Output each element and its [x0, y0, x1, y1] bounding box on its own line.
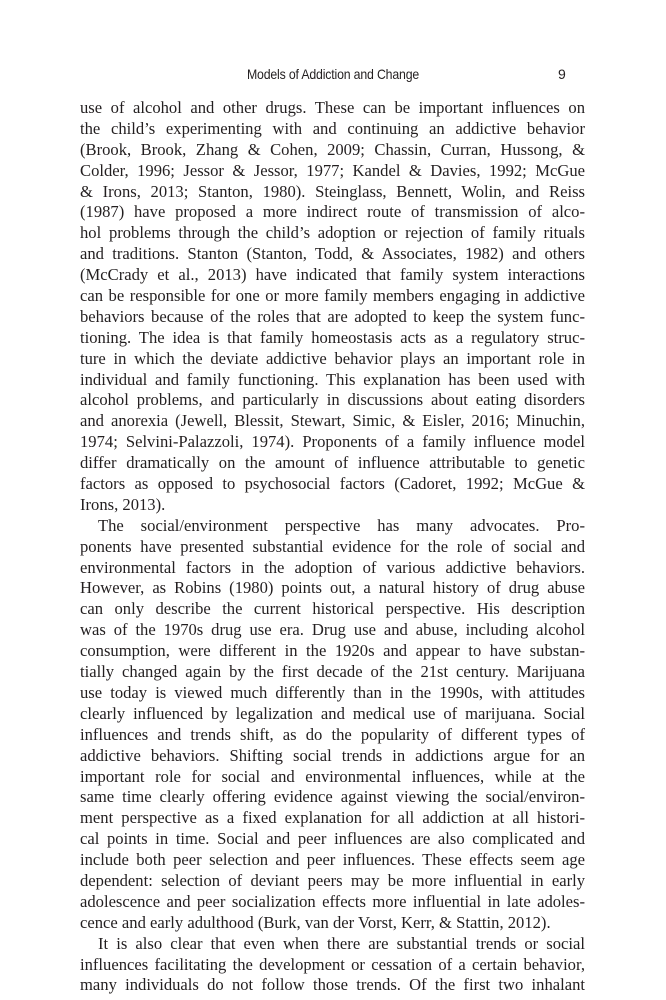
body-line: individual and family functioning. This explanation has been used with [80, 369, 585, 389]
body-line: behaviors because of the roles that are adopted to keep the system func- [80, 306, 585, 326]
body-line: dependent: selection of deviant peers may be more influential in early [80, 870, 585, 890]
body-line: hol problems through the child’s adoption or rejection of family rituals [80, 223, 585, 243]
body-line: use today is viewed much differently than in the 1990s, with attitudes [80, 682, 585, 702]
body-line: clearly influenced by legalization and medical use of marijuana. Social [80, 703, 585, 723]
body-line: alcohol problems, and particularly in discussions about eating disorders [80, 390, 585, 410]
body-line: The social/environment perspective has many advocates. Pro- [98, 515, 585, 535]
body-line: and traditions. Stanton (Stanton, Todd, & Associates, 1982) and others [80, 244, 585, 264]
running-header [0, 64, 666, 86]
body-line: ture in which the deviate addictive behavior plays an important role in [80, 348, 585, 368]
body-line: 1974; Selvini-Palazzoli, 1974). Proponents of a family influence model [80, 432, 585, 452]
body-line: factors as opposed to psychosocial factors (Cadoret, 1992; McGue & [80, 474, 585, 494]
body-line: tially changed again by the first decade of the 21st century. Marijuana [80, 662, 585, 682]
body-line: cence and early adulthood (Burk, van der Vorst, Kerr, & Stattin, 2012). [80, 912, 551, 932]
body-line: important role for social and environmental influences, while at the [80, 766, 585, 786]
body-line: consumption, were different in the 1920s and appear to have substan- [80, 641, 585, 661]
body-line: (Brook, Brook, Zhang & Cohen, 2009; Chassin, Curran, Hussong, & [80, 139, 585, 159]
body-line: tioning. The idea is that family homeostasis acts as a regulatory struc- [80, 327, 585, 347]
page-number: 9 [558, 66, 566, 82]
body-line: include both peer selection and peer influences. These effects seem age [80, 850, 585, 870]
body-line: same time clearly offering evidence against viewing the social/environ- [80, 787, 585, 807]
running-title: Models of Addiction and Change [246, 66, 420, 82]
body-line: addictive behaviors. Shifting social trends in addictions argue for an [80, 745, 585, 765]
body-line: can only describe the current historical perspective. His description [80, 599, 585, 619]
body-line: It is also clear that even when there are substantial trends or social [98, 933, 585, 953]
body-line: (McCrady et al., 2013) have indicated that family system interactions [80, 265, 585, 285]
body-line: Colder, 1996; Jessor & Jessor, 1977; Kandel & Davies, 1992; McGue [80, 160, 585, 180]
body-line: Irons, 2013). [80, 494, 166, 514]
body-line: many individuals do not follow those trends. Of the first two inhalant [80, 975, 585, 995]
body-line: adolescence and peer socialization effects more influential in late adoles- [80, 891, 585, 911]
body-line: differ dramatically on the amount of influence attributable to genetic [80, 453, 585, 473]
body-line: influences facilitating the development or cessation of a certain behavior, [80, 954, 585, 974]
body-line: & Irons, 2013; Stanton, 1980). Steinglass, Bennett, Wolin, and Reiss [80, 181, 585, 201]
body-line: ment perspective as a fixed explanation for all addiction at all histori- [80, 808, 585, 828]
body-text [80, 98, 585, 996]
body-line: environmental factors in the adoption of various addictive behaviors. [80, 557, 585, 577]
body-line: can be responsible for one or more family members engaging in addictive [80, 286, 585, 306]
body-line: use of alcohol and other drugs. These can be important influences on [80, 98, 585, 117]
body-line: was of the 1970s drug use era. Drug use and abuse, including alcohol [80, 620, 585, 640]
body-line: and anorexia (Jewell, Blessit, Stewart, Simic, & Eisler, 2016; Minuchin, [80, 411, 585, 431]
body-line: However, as Robins (1980) points out, a natural history of drug abuse [80, 578, 585, 598]
body-line: (1987) have proposed a more indirect route of transmission of alco- [80, 202, 585, 222]
body-line: ponents have presented substantial evidence for the role of social and [80, 536, 585, 556]
body-line: cal points in time. Social and peer influences are also complicated and [80, 829, 585, 849]
body-line: the child’s experimenting with and continuing an addictive behavior [80, 118, 585, 138]
body-line: influences and trends shift, as do the popularity of different types of [80, 724, 585, 744]
